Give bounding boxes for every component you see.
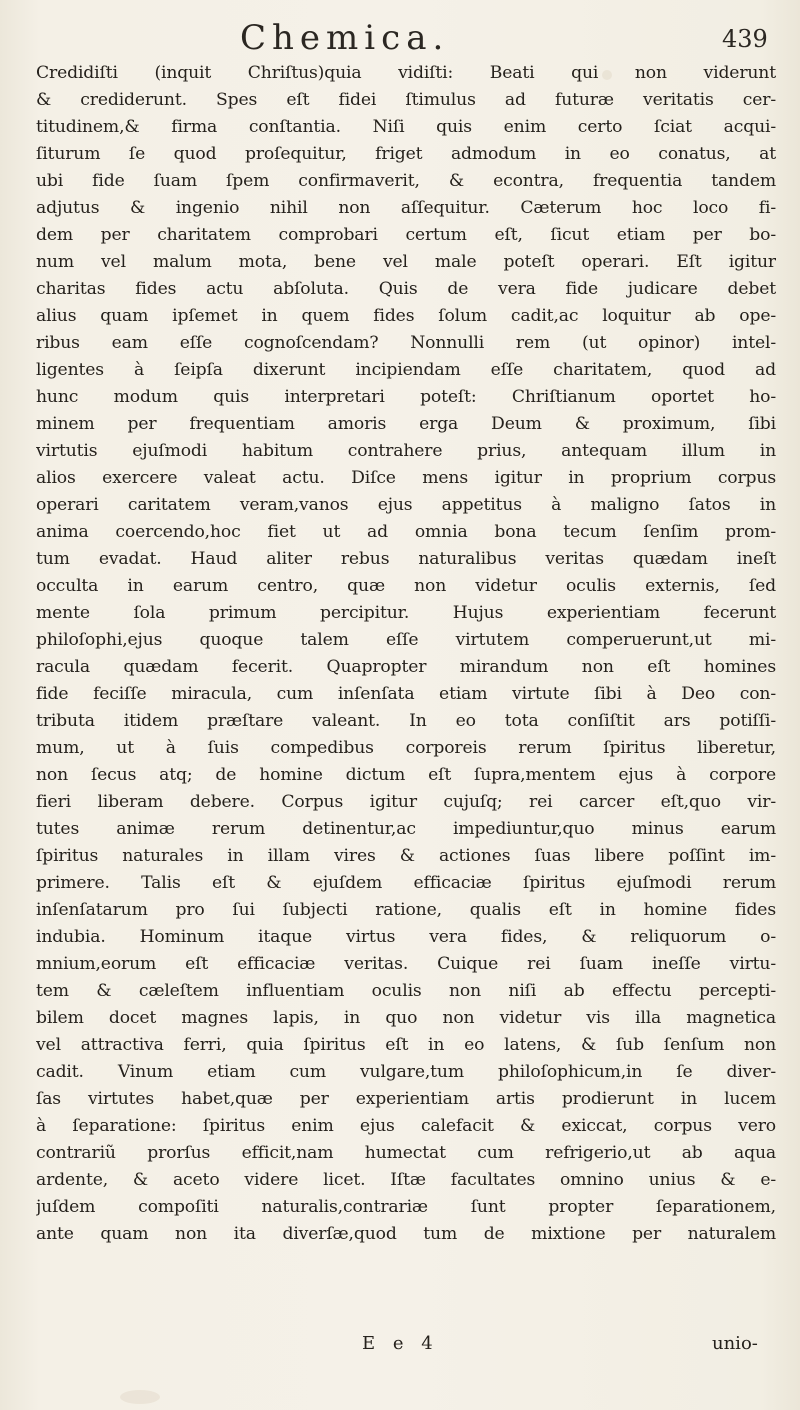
text-line: bilem docet magnes lapis, in quo non videtur vis illa magnetica: [36, 1008, 776, 1028]
text-line: à ſeparatione: ſpiritus enim ejus calefacit & exiccat, corpus vero: [36, 1116, 776, 1136]
text-line: mnium,eorum eſt efficaciæ veritas. Cuique rei ſuam ineſſe virtu-: [36, 954, 776, 974]
text-line: non ſecus atq; de homine dictum eſt ſupra,mentem ejus à corpore: [36, 765, 776, 785]
text-line: operari caritatem veram,vanos ejus appetitus à maligno ſatos in: [36, 495, 776, 515]
text-line: mente ſola primum percipitur. Hujus experientiam fecerunt: [36, 603, 776, 623]
text-line: minem per frequentiam amoris erga Deum & proximum, ſibi: [36, 414, 776, 434]
text-line: anima coercendo,hoc fiet ut ad omnia bona tecum ſenſim prom-: [36, 522, 776, 542]
text-line: contrariũ prorſus efficit,nam humectat cum refrigerio,ut ab aqua: [36, 1143, 776, 1163]
text-line: fide feciſſe miracula, cum inſenſata etiam virtute ſibi à Deo con-: [36, 684, 776, 704]
signature-mark: E e 4: [362, 1333, 439, 1354]
text-line: tum evadat. Haud aliter rebus naturalibus veritas quædam ineſt: [36, 549, 776, 569]
body-text: [36, 60, 776, 1248]
text-line: virtutis ejuſmodi habitum contrahere prius, antequam illum in: [36, 441, 776, 461]
text-line: occulta in earum centro, quæ non videtur oculis externis, ſed: [36, 576, 776, 596]
text-line: ardente, & aceto videre licet. Iſtæ facultates omnino unius & e-: [36, 1170, 776, 1190]
text-line: inſenſatarum pro ſui ſubjecti ratione, qualis eſt in homine fides: [36, 900, 776, 920]
text-line: primere. Talis eſt & ejuſdem efficaciæ ſpiritus ejuſmodi rerum: [36, 873, 776, 893]
text-line: Credidiſti (inquit Chriſtus)quia vidiſti: Beati qui non viderunt: [36, 63, 776, 83]
text-line: ſas virtutes habet,quæ per experientiam artis prodierunt in lucem: [36, 1089, 776, 1109]
text-line: adjutus & ingenio nihil non aſſequitur. Cæterum hoc loco fi-: [36, 198, 776, 218]
text-line: racula quædam fecerit. Quapropter mirandum non eſt homines: [36, 657, 776, 677]
text-line: dem per charitatem comprobari certum eſt, ſicut etiam per bo-: [36, 225, 776, 245]
text-line: tem & cæleſtem influentiam oculis non niſi ab effectu percepti-: [36, 981, 776, 1001]
text-line: mum, ut à ſuis compedibus corporeis rerum ſpiritus liberetur,: [36, 738, 776, 758]
text-line: & crediderunt. Spes eſt fidei ſtimulus ad futuræ veritatis cer-: [36, 90, 776, 110]
running-title: Chemica.: [240, 18, 450, 58]
text-line: cadit. Vinum etiam cum vulgare,tum philoſophicum,in ſe diver-: [36, 1062, 776, 1082]
text-line: fieri liberam debere. Corpus igitur cujuſq; rei carcer eſt,quo vir-: [36, 792, 776, 812]
text-line: indubia. Hominum itaque virtus vera fides, & reliquorum o-: [36, 927, 776, 947]
text-line: ante quam non ita diverſæ,quod tum de mixtione per naturalem: [36, 1224, 776, 1244]
text-line: titudinem,& firma conſtantia. Niſi quis enim certo ſciat acqui-: [36, 117, 776, 137]
text-line: alius quam ipſemet in quem fides ſolum cadit,ac loquitur ab ope-: [36, 306, 776, 326]
text-line: hunc modum quis interpretari poteſt: Chriſtianum oportet ho-: [36, 387, 776, 407]
page-number: 439: [722, 25, 768, 53]
text-line: ubi fide ſuam ſpem confirmaverit, & econtra, frequentia tandem: [36, 171, 776, 191]
running-head: [0, 18, 800, 58]
text-line: ſiturum ſe quod proſequitur, friget admodum in eo conatus, at: [36, 144, 776, 164]
text-line: num vel malum mota, bene vel male poteſt operari. Eſt igitur: [36, 252, 776, 272]
text-line: tributa itidem præſtare valeant. In eo tota conſiſtit ars potiſſi-: [36, 711, 776, 731]
text-line: ribus eam eſſe cognoſcendam? Nonnulli rem (ut opinor) intel-: [36, 333, 776, 353]
text-line: charitas fides actu abſoluta. Quis de vera fide judicare debet: [36, 279, 776, 299]
text-line: ſpiritus naturales in illam vires & actiones ſuas libere poſſint im-: [36, 846, 776, 866]
text-line: alios exercere valeat actu. Diſce mens igitur in proprium corpus: [36, 468, 776, 488]
catchword: unio-: [712, 1333, 758, 1354]
text-line: tutes animæ rerum detinentur,ac impediuntur,quo minus earum: [36, 819, 776, 839]
page-footer: [0, 1330, 800, 1357]
text-line: ligentes à ſeipſa dixerunt incipiendam eſſe charitatem, quod ad: [36, 360, 776, 380]
paper-stain: [120, 1390, 160, 1404]
text-line: vel attractiva ferri, quia ſpiritus eſt in eo latens, & ſub ſenſum non: [36, 1035, 776, 1055]
text-line: juſdem compoſiti naturalis,contrariæ ſunt propter ſeparationem,: [36, 1197, 776, 1217]
text-line: philoſophi,ejus quoque talem eſſe virtutem comperuerunt,ut mi-: [36, 630, 776, 650]
